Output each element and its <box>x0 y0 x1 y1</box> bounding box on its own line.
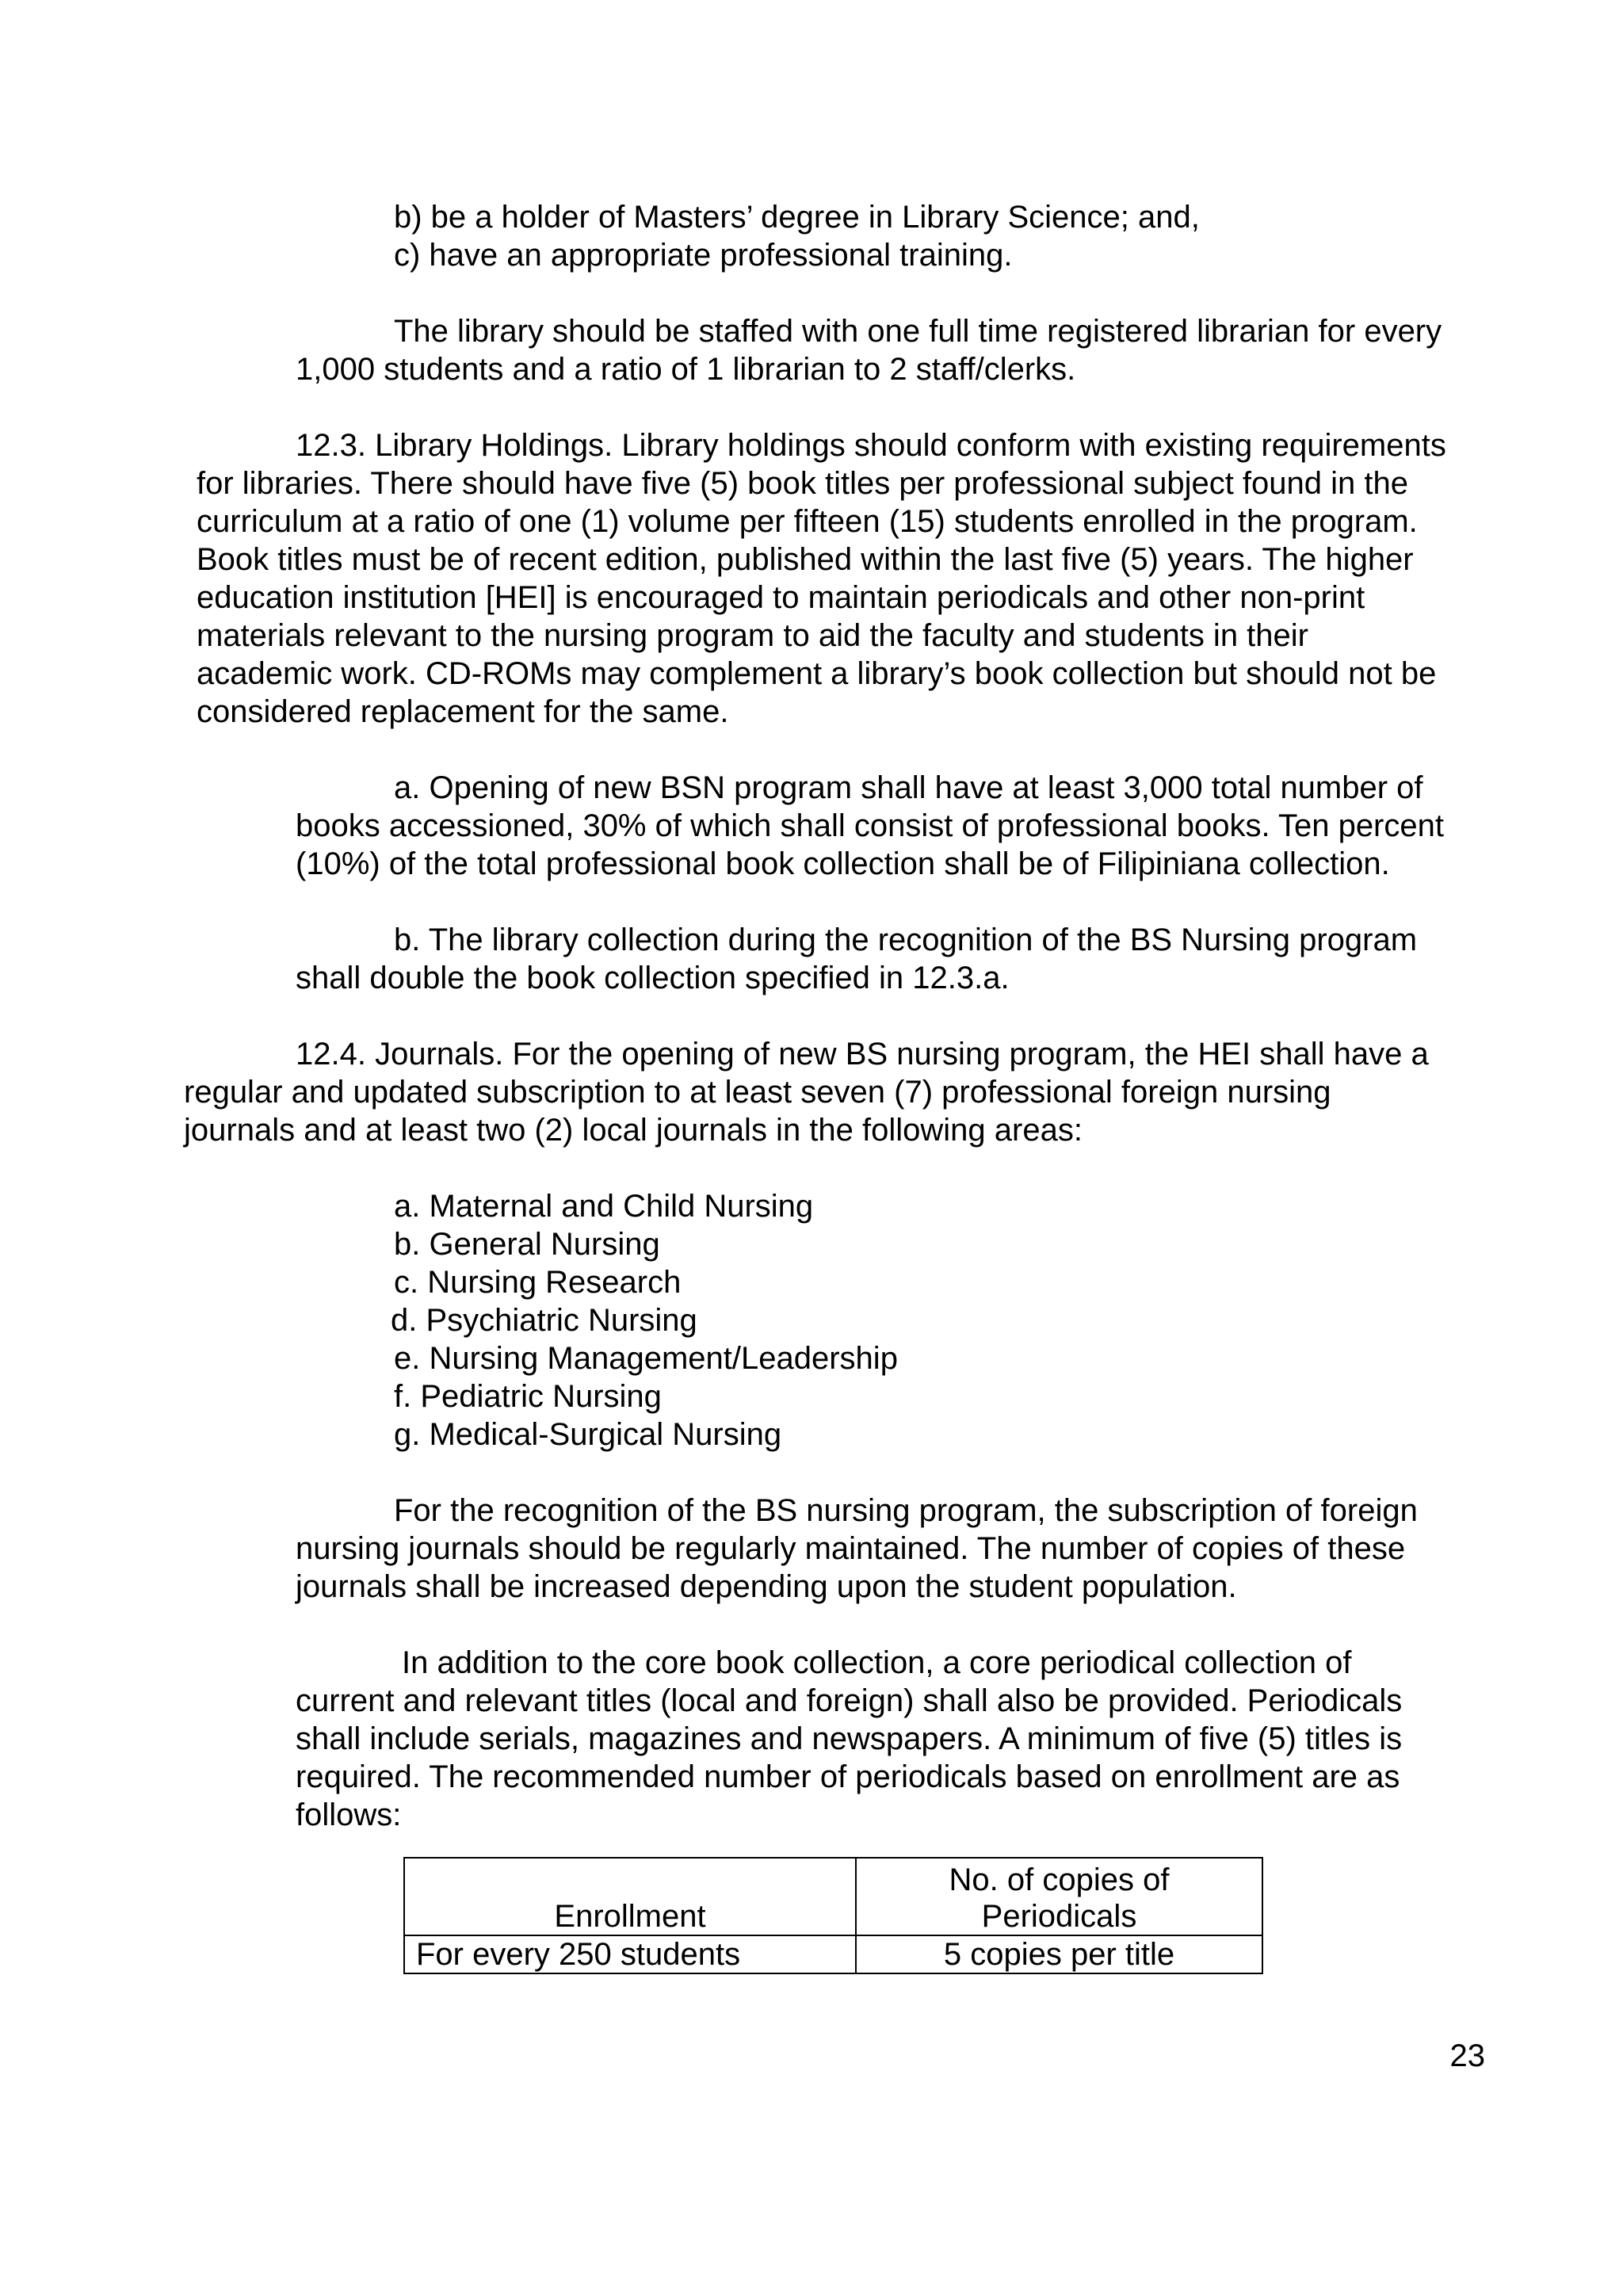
periodicals-line: In addition to the core book collection, a core periodical collection of <box>402 1645 1352 1680</box>
journals-line: journals and at least two (2) local journals in the following areas: <box>184 1113 1083 1148</box>
page-number: 23 <box>1449 2038 1485 2073</box>
journal-area-item: d. Psychiatric Nursing <box>391 1303 697 1338</box>
header-enrollment: Enrollment <box>404 1858 856 1935</box>
qualification-item-b: b) be a holder of Masters’ degree in Library Science; and, <box>394 200 1200 235</box>
staffing-line: 1,000 students and a ratio of 1 librarian to 2 staff/clerks. <box>296 352 1076 387</box>
library-holdings-line: Book titles must be of recent edition, published within the last five (5) years. The higher <box>197 542 1414 577</box>
periodicals-line: shall include serials, magazines and newspapers. A minimum of five (5) titles is <box>296 1721 1403 1756</box>
journal-area-item: b. General Nursing <box>394 1227 660 1262</box>
journal-area-item: f. Pediatric Nursing <box>394 1379 662 1414</box>
periodicals-table <box>403 1857 1263 1974</box>
library-holdings-line: curriculum at a ratio of one (1) volume per fifteen (15) students enrolled in the program. <box>197 504 1418 539</box>
qualification-item-c: c) have an appropriate professional training. <box>394 238 1013 273</box>
table-row <box>404 1935 1262 1973</box>
journals-line: 12.4. Journals. For the opening of new BS nursing program, the HEI shall have a <box>296 1037 1429 1072</box>
journal-area-item: a. Maternal and Child Nursing <box>394 1189 814 1224</box>
header-copies <box>856 1858 1262 1935</box>
holdings-item-a-line: a. Opening of new BSN program shall have at least 3,000 total number of <box>394 770 1423 805</box>
cell-enrollment: For every 250 students <box>404 1935 856 1973</box>
cell-copies: 5 copies per title <box>856 1935 1262 1973</box>
periodicals-line: current and relevant titles (local and foreign) shall also be provided. Periodicals <box>296 1683 1403 1718</box>
holdings-item-a-line: books accessioned, 30% of which shall consist of professional books. Ten percent <box>296 808 1444 843</box>
journals-line: regular and updated subscription to at least seven (7) professional foreign nursing <box>184 1075 1331 1110</box>
recognition-line: journals shall be increased depending upon the student population. <box>296 1569 1237 1604</box>
header-copies-line1: No. of copies of <box>949 1862 1170 1897</box>
journal-area-item: c. Nursing Research <box>394 1265 682 1300</box>
recognition-line: For the recognition of the BS nursing program, the subscription of foreign <box>394 1493 1418 1528</box>
library-holdings-line: education institution [HEI] is encouraged to maintain periodicals and other non-print <box>197 580 1365 615</box>
journal-area-item: g. Medical-Surgical Nursing <box>394 1417 782 1452</box>
library-holdings-line: for libraries. There should have five (5) book titles per professional subject found in the <box>197 466 1408 501</box>
periodicals-line: required. The recommended number of periodicals based on enrollment are as <box>296 1759 1400 1794</box>
periodicals-line: follows: <box>296 1797 402 1832</box>
holdings-item-a-line: (10%) of the total professional book collection shall be of Filipiniana collection. <box>296 846 1390 881</box>
staffing-line: The library should be staffed with one full time registered librarian for every <box>394 314 1442 349</box>
library-holdings-line: 12.3. Library Holdings. Library holdings should conform with existing requirements <box>296 428 1446 463</box>
library-holdings-line: academic work. CD-ROMs may complement a library’s book collection but should not be <box>197 656 1437 691</box>
table-header-row <box>404 1858 1262 1935</box>
recognition-line: nursing journals should be regularly maintained. The number of copies of these <box>296 1531 1406 1566</box>
library-holdings-line: considered replacement for the same. <box>197 694 729 729</box>
holdings-item-b-line: shall double the book collection specified in 12.3.a. <box>296 961 1010 995</box>
journal-area-item: e. Nursing Management/Leadership <box>394 1341 898 1376</box>
library-holdings-line: materials relevant to the nursing program to aid the faculty and students in their <box>197 618 1308 653</box>
holdings-item-b-line: b. The library collection during the recognition of the BS Nursing program <box>394 923 1418 957</box>
header-copies-line2: Periodicals <box>981 1899 1137 1934</box>
